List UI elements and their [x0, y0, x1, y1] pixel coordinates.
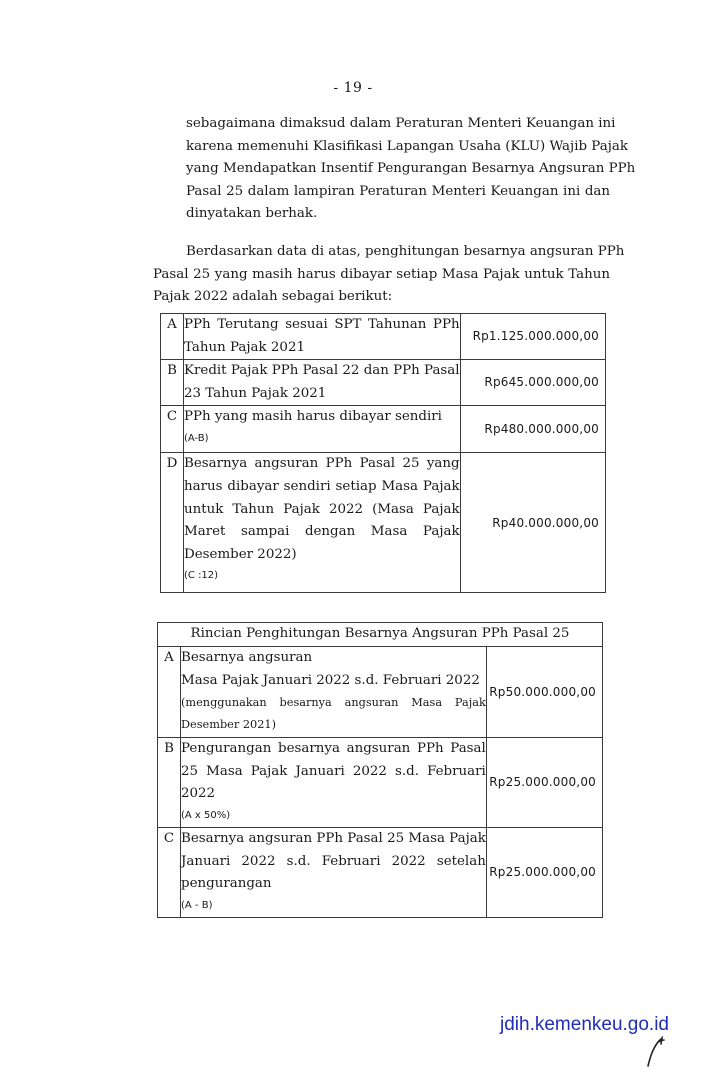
row-value: Rp1.125.000.000,00 [460, 314, 605, 360]
row-letter: C [161, 406, 184, 453]
description-line: untuk Tahun Pajak 2022 (Masa Pajak [184, 501, 460, 517]
row-letter: C [158, 828, 181, 918]
description-line: PPh yang masih harus dibayar sendiri [184, 409, 442, 425]
description-line: Kredit Pajak PPh Pasal 22 dan PPh Pasal [184, 363, 460, 379]
signature-mark-icon [640, 1030, 670, 1070]
description-line: Januari 2022 s.d. Februari 2022 setelah [181, 853, 486, 869]
row-description [184, 360, 461, 406]
row-description [184, 406, 461, 453]
paragraph-line: Berdasarkan data di atas, penghitungan besarnya angsuran PPh [186, 244, 625, 259]
row-description [184, 453, 461, 593]
installment-detail-table [157, 622, 603, 918]
paragraph-eligibility [186, 113, 636, 226]
description-line: Tahun Pajak 2021 [184, 339, 305, 355]
description-line: Masa Pajak Januari 2022 s.d. Februari 2022 [181, 672, 480, 688]
description-line: Desember 2022) [184, 546, 297, 562]
table-row [158, 647, 603, 738]
paragraph-line: karena memenuhi Klasifikasi Lapangan Usaha (KLU) Wajib Pajak [186, 138, 628, 154]
row-description [184, 314, 461, 360]
paragraph-line: sebagaimana dimaksud dalam Peraturan Menteri Keuangan ini [186, 116, 616, 131]
row-formula: (A x 50%) [181, 809, 231, 821]
row-description [181, 828, 487, 918]
table-row [161, 314, 606, 360]
paragraph-line: dinyatakan berhak. [186, 206, 318, 222]
row-value: Rp40.000.000,00 [460, 453, 605, 593]
description-note-line: Desember 2021) [181, 718, 277, 732]
description-line: Maret sampai dengan Masa Pajak [184, 524, 460, 540]
description-note-line: (menggunakan besarnya angsuran Masa Pajak [181, 696, 486, 710]
description-line: Pengurangan besarnya angsuran PPh Pasal [181, 741, 486, 756]
paragraph-line: yang Mendapatkan Insentif Pengurangan Besarnya Angsuran PPh [186, 161, 636, 177]
description-line: harus dibayar sendiri setiap Masa Pajak [184, 478, 460, 494]
row-formula: (A - B) [181, 899, 213, 911]
description-line: 2022 [181, 786, 216, 802]
paragraph-line: Pasal 25 dalam lampiran Peraturan Menteri Keuangan ini dan [186, 183, 610, 199]
jdih-website-link[interactable]: jdih.kemenkeu.go.id [500, 1014, 669, 1035]
row-letter: D [161, 453, 184, 593]
row-value: Rp645.000.000,00 [460, 360, 605, 406]
page-number: - 19 - [333, 80, 373, 96]
row-letter: A [161, 314, 184, 360]
installment-calculation-table [160, 313, 606, 593]
row-letter: B [158, 738, 181, 828]
paragraph-line: Pajak 2022 adalah sebagai berikut: [153, 289, 393, 305]
description-line: Besarnya angsuran PPh Pasal 25 Masa Pajak [181, 831, 486, 846]
table-row [161, 453, 606, 593]
row-letter: A [158, 647, 181, 738]
row-letter: B [161, 360, 184, 406]
description-line: pengurangan [181, 876, 272, 892]
row-description [181, 647, 487, 738]
description-line: Besarnya angsuran PPh Pasal 25 yang [184, 456, 460, 472]
table-title: Rincian Penghitungan Besarnya Angsuran PPh Pasal 25 [158, 623, 603, 647]
table-row [161, 360, 606, 406]
description-line: Besarnya angsuran [181, 650, 313, 665]
row-value: Rp25.000.000,00 [486, 828, 602, 918]
paragraph-calculation-intro [153, 241, 625, 309]
description-line: PPh Terutang sesuai SPT Tahunan PPh [184, 317, 460, 332]
table-row [158, 828, 603, 918]
paragraph-line: Pasal 25 yang masih harus dibayar setiap Masa Pajak untuk Tahun [153, 266, 610, 282]
description-line: 25 Masa Pajak Januari 2022 s.d. Februari [181, 763, 486, 779]
table-row [158, 738, 603, 828]
row-value: Rp480.000.000,00 [460, 406, 605, 453]
table-row [161, 406, 606, 453]
row-value: Rp50.000.000,00 [486, 647, 602, 738]
row-value: Rp25.000.000,00 [486, 738, 602, 828]
row-description [181, 738, 487, 828]
row-formula: (A-B) [184, 432, 209, 444]
description-line: 23 Tahun Pajak 2021 [184, 385, 327, 401]
row-formula: (C :12) [184, 570, 219, 582]
table-header-row [158, 623, 603, 647]
